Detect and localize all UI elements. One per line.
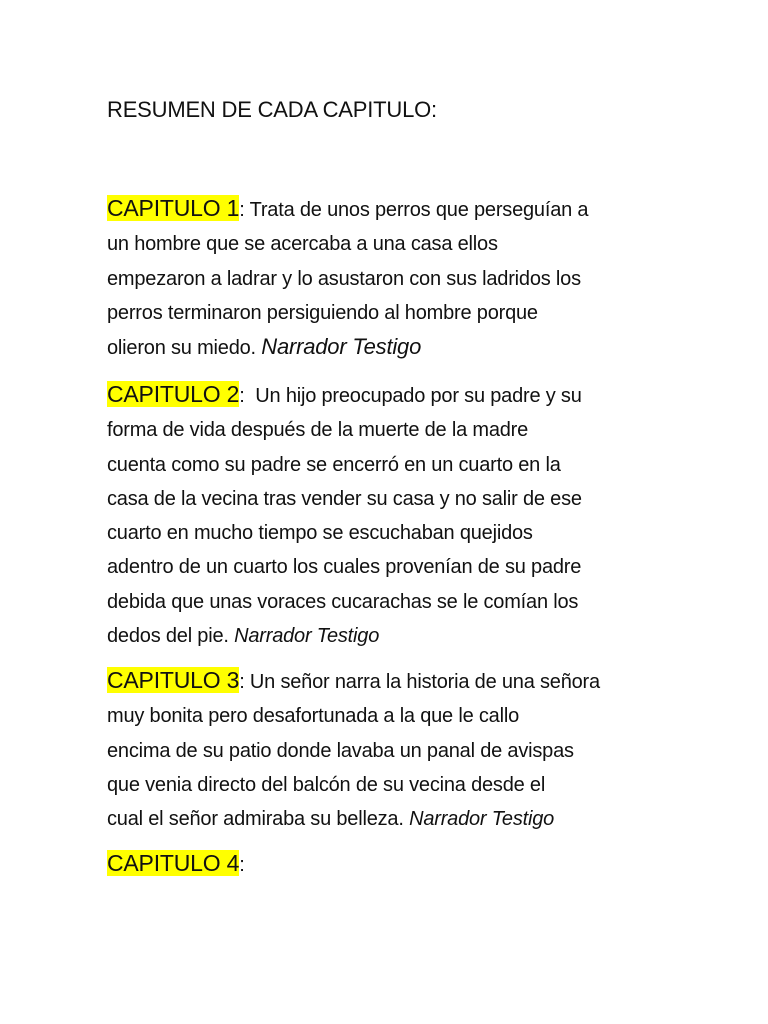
chapter-1-label: CAPITULO 1 — [107, 195, 240, 221]
page-title: RESUMEN DE CADA CAPITULO: — [107, 97, 437, 122]
chapter-3-text-5: cual el señor admiraba su belleza. — [107, 808, 410, 831]
chapter-2-line-2: forma de vida después de la muerte de la madre — [107, 419, 529, 442]
chapter-2-line-4: casa de la vecina tras vender su casa y no salir de ese — [107, 487, 582, 510]
chapter-3-line-3: encima de su patio donde lavaba un panal de avispas — [107, 739, 574, 762]
chapter-1-text-1: Trata de unos perros que perseguían a — [244, 199, 589, 221]
chapter-2-summary — [107, 377, 672, 653]
chapter-1-line-2: un hombre que se acercaba a una casa ellos — [107, 233, 498, 256]
chapter-3-line-4: que venia directo del balcón de su vecina desde el — [107, 773, 546, 796]
chapter-1-line-1 — [107, 191, 672, 227]
chapter-1-colon: : — [239, 199, 245, 221]
chapter-3-text-1: Un señor narra la historia de una señora — [244, 671, 600, 693]
chapter-1-line-3: empezaron a ladrar y lo asustaron con sus ladridos los — [107, 267, 581, 290]
chapter-2-narrator: Narrador Testigo — [234, 625, 380, 648]
chapter-4-label: CAPITULO 4 — [107, 850, 240, 876]
chapter-3-colon: : — [239, 671, 245, 693]
chapter-2-line-7: debida que unas voraces cucarachas se le comían los — [107, 590, 579, 613]
chapter-2-line-1 — [107, 377, 672, 413]
chapter-2-colon: : — [239, 385, 245, 407]
chapter-3-line-1 — [107, 663, 672, 699]
chapter-1-text-5: olieron su miedo. — [107, 337, 262, 360]
chapter-4-summary — [107, 846, 672, 882]
chapter-2-text-8: dedos del pie. — [107, 625, 235, 648]
chapter-2-line-6: adentro de un cuarto los cuales provenían de su padre — [107, 556, 582, 579]
chapter-4-colon: : — [239, 854, 245, 876]
chapter-1-line-4: perros terminaron persiguiendo al hombre porque — [107, 301, 538, 324]
chapter-2-line-3: cuenta como su padre se encerró en un cuarto en la — [107, 453, 561, 476]
chapter-1-summary — [107, 191, 672, 365]
chapter-3-summary — [107, 663, 672, 836]
chapter-3-narrator: Narrador Testigo — [409, 808, 555, 831]
chapter-2-line-5: cuarto en mucho tiempo se escuchaban quejidos — [107, 522, 533, 545]
chapter-3-label: CAPITULO 3 — [107, 667, 240, 693]
chapter-3-line-2: muy bonita pero desafortunada a la que le callo — [107, 705, 519, 728]
chapter-2-line-8 — [107, 619, 672, 653]
chapter-2-label: CAPITULO 2 — [107, 381, 240, 407]
chapter-1-narrator: Narrador Testigo — [261, 334, 422, 360]
chapter-2-text-1: Un hijo preocupado por su padre y su — [244, 385, 582, 407]
chapter-4-line-1 — [107, 846, 672, 882]
chapter-1-line-5 — [107, 330, 672, 365]
chapter-3-line-5 — [107, 802, 672, 836]
